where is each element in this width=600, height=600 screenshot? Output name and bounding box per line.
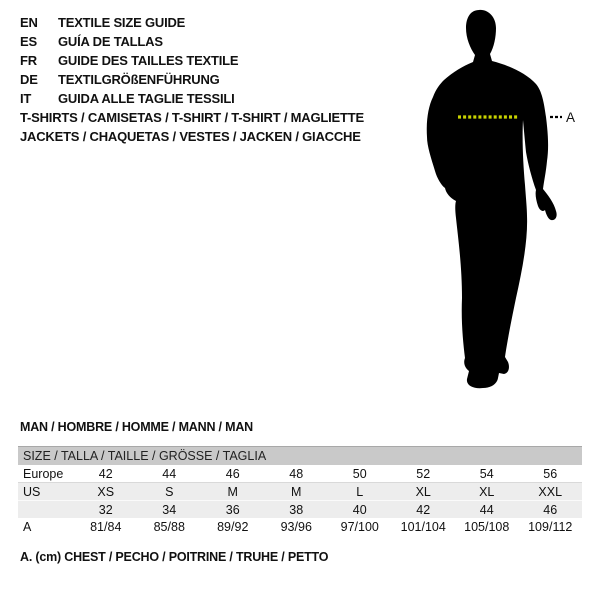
language-code: IT (20, 91, 32, 106)
size-cell: 38 (265, 501, 329, 519)
size-cell: 97/100 (340, 519, 379, 534)
size-cell: M (201, 483, 265, 501)
language-row-en (20, 13, 238, 32)
category-lines (20, 108, 364, 146)
size-table-row (18, 501, 582, 519)
size-cell: S (138, 483, 202, 501)
language-label: GUIDE DES TAILLES TEXTILE (58, 53, 239, 68)
man-silhouette-icon (427, 10, 557, 388)
section-title: MAN / HOMBRE / HOMME / MANN / MAN (20, 420, 253, 434)
size-cell: 85/88 (153, 519, 185, 534)
language-code: EN (20, 15, 38, 30)
row-label: Europe (18, 465, 74, 483)
language-code: FR (20, 53, 37, 68)
language-label: GUÍA DE TALLAS (58, 34, 163, 49)
size-cell: 89/92 (217, 519, 249, 534)
size-table-row (18, 483, 582, 501)
language-row-fr (20, 51, 238, 70)
size-cell: 54 (455, 465, 519, 483)
size-cell: 44 (138, 465, 202, 483)
size-cell: 46 (201, 465, 265, 483)
language-row-it (20, 89, 238, 108)
size-cell: 105/108 (464, 519, 510, 534)
size-cell: 101/104 (400, 519, 446, 534)
size-table (18, 446, 582, 535)
size-cell: 46 (519, 501, 583, 519)
size-cell: 93/96 (280, 519, 312, 534)
language-code: ES (20, 34, 37, 49)
size-table-body (18, 465, 582, 535)
size-table-row (18, 465, 582, 483)
size-cell: 56 (519, 465, 583, 483)
size-cell: XL (455, 483, 519, 501)
language-code: DE (20, 72, 38, 87)
size-cell: XL (392, 483, 456, 501)
size-cell: 42 (74, 465, 138, 483)
row-label (18, 501, 74, 519)
size-cell: 48 (265, 465, 329, 483)
size-table-header: SIZE / TALLA / TAILLE / GRÖSSE / TAGLIA (18, 447, 582, 466)
language-row-de (20, 70, 238, 89)
size-table-row (18, 518, 582, 535)
category-line-jackets: JACKETS / CHAQUETAS / VESTES / JACKEN / GIACCHE (20, 129, 361, 144)
measurement-footnote: A. (cm) CHEST / PECHO / POITRINE / TRUHE / PETTO (20, 550, 329, 564)
language-label: TEXTILE SIZE GUIDE (58, 15, 186, 30)
size-table-header-row (18, 447, 582, 466)
row-label: A (23, 519, 32, 534)
size-cell: 36 (201, 501, 265, 519)
size-cell: 81/84 (90, 519, 122, 534)
size-cell: M (265, 483, 329, 501)
language-label: GUIDA ALLE TAGLIE TESSILI (58, 91, 235, 106)
man-silhouette-figure (415, 5, 580, 395)
size-cell: 52 (392, 465, 456, 483)
size-cell: XS (74, 483, 138, 501)
size-cell: XXL (519, 483, 583, 501)
size-cell: 109/112 (528, 519, 573, 534)
size-cell: 44 (455, 501, 519, 519)
size-cell: 34 (138, 501, 202, 519)
row-label: US (18, 483, 74, 501)
size-cell: L (328, 483, 392, 501)
size-cell: 50 (328, 465, 392, 483)
measure-label: A (566, 110, 576, 125)
category-line-tshirts: T-SHIRTS / CAMISETAS / T-SHIRT / T-SHIRT / MAGLIETTE (20, 110, 364, 125)
language-label: TEXTILGRÖßENFÜHRUNG (58, 72, 220, 87)
size-cell: 32 (74, 501, 138, 519)
language-list (20, 13, 238, 108)
size-cell: 42 (392, 501, 456, 519)
size-cell: 40 (328, 501, 392, 519)
language-row-es (20, 32, 238, 51)
